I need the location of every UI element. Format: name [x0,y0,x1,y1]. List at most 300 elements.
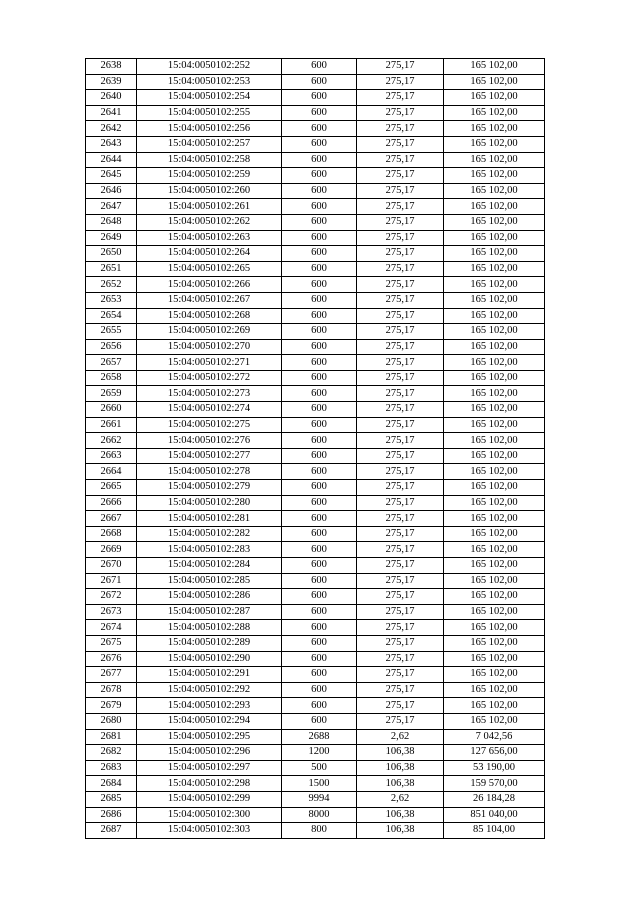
cadastral-number-cell: 15:04:0050102:257 [137,136,282,152]
unit-value-cell: 275,17 [357,480,444,496]
cadastral-number-cell: 15:04:0050102:267 [137,292,282,308]
cadastral-number-cell: 15:04:0050102:287 [137,604,282,620]
area-cell: 600 [282,261,357,277]
area-cell: 1200 [282,745,357,761]
table-row [86,433,545,449]
row-number-cell: 2667 [86,511,137,527]
row-number-cell: 2668 [86,526,137,542]
cadastral-value-cell: 165 102,00 [444,667,545,683]
area-cell: 1500 [282,776,357,792]
cadastral-value-cell: 165 102,00 [444,324,545,340]
cadastral-value-cell: 165 102,00 [444,448,545,464]
cadastral-value-cell: 165 102,00 [444,526,545,542]
row-number-cell: 2653 [86,292,137,308]
table-row [86,199,545,215]
row-number-cell: 2665 [86,480,137,496]
unit-value-cell: 275,17 [357,121,444,137]
row-number-cell: 2664 [86,464,137,480]
unit-value-cell: 275,17 [357,713,444,729]
area-cell: 600 [282,480,357,496]
table-row [86,480,545,496]
row-number-cell: 2683 [86,760,137,776]
area-cell: 600 [282,604,357,620]
cadastral-value-cell: 165 102,00 [444,651,545,667]
unit-value-cell: 275,17 [357,495,444,511]
table-row [86,370,545,386]
unit-value-cell: 275,17 [357,417,444,433]
area-cell: 600 [282,542,357,558]
row-number-cell: 2649 [86,230,137,246]
row-number-cell: 2685 [86,791,137,807]
cadastral-value-cell: 165 102,00 [444,511,545,527]
area-cell: 600 [282,558,357,574]
unit-value-cell: 275,17 [357,448,444,464]
row-number-cell: 2682 [86,745,137,761]
table-row [86,152,545,168]
area-cell: 600 [282,682,357,698]
area-cell: 800 [282,823,357,839]
cadastral-value-cell: 165 102,00 [444,230,545,246]
unit-value-cell: 2,62 [357,729,444,745]
cadastral-value-cell: 165 102,00 [444,339,545,355]
row-number-cell: 2641 [86,105,137,121]
area-cell: 2688 [282,729,357,745]
cadastral-number-cell: 15:04:0050102:273 [137,386,282,402]
unit-value-cell: 275,17 [357,558,444,574]
row-number-cell: 2644 [86,152,137,168]
cadastral-number-cell: 15:04:0050102:265 [137,261,282,277]
row-number-cell: 2648 [86,214,137,230]
unit-value-cell: 275,17 [357,667,444,683]
cadastral-value-cell: 165 102,00 [444,604,545,620]
unit-value-cell: 275,17 [357,635,444,651]
area-cell: 600 [282,214,357,230]
area-cell: 600 [282,121,357,137]
cadastral-value-cell: 165 102,00 [444,417,545,433]
table-row [86,386,545,402]
area-cell: 600 [282,355,357,371]
unit-value-cell: 275,17 [357,59,444,75]
unit-value-cell: 275,17 [357,386,444,402]
table-row [86,402,545,418]
table-row [86,214,545,230]
table-row [86,823,545,839]
cadastral-number-cell: 15:04:0050102:253 [137,74,282,90]
unit-value-cell: 106,38 [357,807,444,823]
cadastral-value-cell: 851 040,00 [444,807,545,823]
area-cell: 600 [282,417,357,433]
area-cell: 600 [282,511,357,527]
unit-value-cell: 275,17 [357,511,444,527]
table-body [86,59,545,839]
row-number-cell: 2677 [86,667,137,683]
cadastral-number-cell: 15:04:0050102:295 [137,729,282,745]
area-cell: 600 [282,183,357,199]
area-cell: 600 [282,339,357,355]
row-number-cell: 2666 [86,495,137,511]
cadastral-number-cell: 15:04:0050102:275 [137,417,282,433]
unit-value-cell: 275,17 [357,292,444,308]
cadastral-value-cell: 165 102,00 [444,698,545,714]
cadastral-number-cell: 15:04:0050102:268 [137,308,282,324]
table-row [86,542,545,558]
cadastral-value-cell: 165 102,00 [444,402,545,418]
row-number-cell: 2654 [86,308,137,324]
cadastral-value-cell: 165 102,00 [444,308,545,324]
cadastral-number-cell: 15:04:0050102:294 [137,713,282,729]
unit-value-cell: 275,17 [357,277,444,293]
row-number-cell: 2676 [86,651,137,667]
row-number-cell: 2678 [86,682,137,698]
row-number-cell: 2640 [86,90,137,106]
row-number-cell: 2646 [86,183,137,199]
cadastral-number-cell: 15:04:0050102:260 [137,183,282,199]
table-row [86,90,545,106]
row-number-cell: 2650 [86,246,137,262]
table-row [86,713,545,729]
table-row [86,261,545,277]
unit-value-cell: 2,62 [357,791,444,807]
cadastral-number-cell: 15:04:0050102:264 [137,246,282,262]
area-cell: 600 [282,74,357,90]
cadastral-number-cell: 15:04:0050102:261 [137,199,282,215]
unit-value-cell: 275,17 [357,246,444,262]
table-row [86,464,545,480]
cadastral-number-cell: 15:04:0050102:297 [137,760,282,776]
row-number-cell: 2674 [86,620,137,636]
unit-value-cell: 275,17 [357,620,444,636]
area-cell: 600 [282,292,357,308]
unit-value-cell: 275,17 [357,355,444,371]
table-row [86,511,545,527]
cadastral-number-cell: 15:04:0050102:291 [137,667,282,683]
table-row [86,308,545,324]
area-cell: 600 [282,448,357,464]
cadastral-number-cell: 15:04:0050102:282 [137,526,282,542]
unit-value-cell: 275,17 [357,573,444,589]
cadastral-number-cell: 15:04:0050102:293 [137,698,282,714]
area-cell: 600 [282,651,357,667]
unit-value-cell: 275,17 [357,542,444,558]
cadastral-number-cell: 15:04:0050102:279 [137,480,282,496]
unit-value-cell: 275,17 [357,230,444,246]
unit-value-cell: 275,17 [357,308,444,324]
cadastral-value-cell: 165 102,00 [444,558,545,574]
cadastral-number-cell: 15:04:0050102:254 [137,90,282,106]
cadastral-value-cell: 165 102,00 [444,355,545,371]
unit-value-cell: 275,17 [357,464,444,480]
row-number-cell: 2656 [86,339,137,355]
area-cell: 600 [282,433,357,449]
cadastral-value-cell: 165 102,00 [444,589,545,605]
cadastral-value-cell: 165 102,00 [444,214,545,230]
unit-value-cell: 275,17 [357,682,444,698]
cadastral-value-cell: 7 042,56 [444,729,545,745]
row-number-cell: 2669 [86,542,137,558]
table-row [86,604,545,620]
table-row [86,136,545,152]
area-cell: 600 [282,59,357,75]
cadastral-value-cell: 159 570,00 [444,776,545,792]
area-cell: 600 [282,324,357,340]
row-number-cell: 2661 [86,417,137,433]
row-number-cell: 2655 [86,324,137,340]
cadastral-value-cell: 165 102,00 [444,59,545,75]
area-cell: 600 [282,136,357,152]
unit-value-cell: 275,17 [357,183,444,199]
table-row [86,776,545,792]
row-number-cell: 2673 [86,604,137,620]
table-row [86,74,545,90]
unit-value-cell: 275,17 [357,152,444,168]
table-row [86,791,545,807]
table-row [86,745,545,761]
cadastral-number-cell: 15:04:0050102:276 [137,433,282,449]
row-number-cell: 2679 [86,698,137,714]
cadastral-value-cell: 165 102,00 [444,542,545,558]
table-row [86,168,545,184]
table-row [86,495,545,511]
cadastral-value-cell: 165 102,00 [444,573,545,589]
table-row [86,355,545,371]
cadastral-number-cell: 15:04:0050102:290 [137,651,282,667]
unit-value-cell: 275,17 [357,604,444,620]
unit-value-cell: 275,17 [357,339,444,355]
cadastral-number-cell: 15:04:0050102:296 [137,745,282,761]
unit-value-cell: 275,17 [357,402,444,418]
row-number-cell: 2684 [86,776,137,792]
table-row [86,448,545,464]
cadastral-value-cell: 165 102,00 [444,74,545,90]
cadastral-number-cell: 15:04:0050102:280 [137,495,282,511]
table-row [86,698,545,714]
area-cell: 600 [282,199,357,215]
unit-value-cell: 275,17 [357,136,444,152]
table-row [86,230,545,246]
cadastral-value-cell: 165 102,00 [444,370,545,386]
area-cell: 9994 [282,791,357,807]
cadastral-value-cell: 165 102,00 [444,292,545,308]
cadastral-value-cell: 165 102,00 [444,464,545,480]
table-row [86,105,545,121]
table-row [86,292,545,308]
unit-value-cell: 106,38 [357,745,444,761]
area-cell: 600 [282,105,357,121]
row-number-cell: 2642 [86,121,137,137]
row-number-cell: 2658 [86,370,137,386]
row-number-cell: 2639 [86,74,137,90]
row-number-cell: 2680 [86,713,137,729]
area-cell: 600 [282,667,357,683]
area-cell: 600 [282,526,357,542]
unit-value-cell: 275,17 [357,651,444,667]
table-row [86,183,545,199]
area-cell: 600 [282,246,357,262]
cadastral-value-cell: 165 102,00 [444,277,545,293]
area-cell: 600 [282,402,357,418]
cadastral-number-cell: 15:04:0050102:266 [137,277,282,293]
cadastral-value-cell: 165 102,00 [444,152,545,168]
unit-value-cell: 275,17 [357,261,444,277]
table-row [86,807,545,823]
cadastral-value-cell: 165 102,00 [444,480,545,496]
cadastral-number-cell: 15:04:0050102:256 [137,121,282,137]
row-number-cell: 2652 [86,277,137,293]
table-row [86,760,545,776]
unit-value-cell: 106,38 [357,776,444,792]
cadastral-number-cell: 15:04:0050102:289 [137,635,282,651]
row-number-cell: 2638 [86,59,137,75]
row-number-cell: 2686 [86,807,137,823]
area-cell: 600 [282,308,357,324]
table-row [86,324,545,340]
area-cell: 600 [282,464,357,480]
table-row [86,417,545,433]
cadastral-value-cell: 165 102,00 [444,105,545,121]
cadastral-number-cell: 15:04:0050102:298 [137,776,282,792]
cadastral-number-cell: 15:04:0050102:274 [137,402,282,418]
unit-value-cell: 275,17 [357,199,444,215]
cadastral-value-table [85,58,545,839]
unit-value-cell: 275,17 [357,589,444,605]
area-cell: 600 [282,277,357,293]
row-number-cell: 2687 [86,823,137,839]
cadastral-value-cell: 165 102,00 [444,246,545,262]
cadastral-value-cell: 53 190,00 [444,760,545,776]
cadastral-value-cell: 26 184,28 [444,791,545,807]
row-number-cell: 2645 [86,168,137,184]
cadastral-number-cell: 15:04:0050102:300 [137,807,282,823]
cadastral-value-cell: 165 102,00 [444,168,545,184]
cadastral-value-cell: 165 102,00 [444,433,545,449]
row-number-cell: 2681 [86,729,137,745]
table-row [86,121,545,137]
table-row [86,729,545,745]
cadastral-value-cell: 165 102,00 [444,620,545,636]
cadastral-number-cell: 15:04:0050102:285 [137,573,282,589]
unit-value-cell: 275,17 [357,526,444,542]
unit-value-cell: 106,38 [357,823,444,839]
table-row [86,526,545,542]
cadastral-value-cell: 165 102,00 [444,713,545,729]
cadastral-number-cell: 15:04:0050102:277 [137,448,282,464]
area-cell: 600 [282,152,357,168]
area-cell: 600 [282,713,357,729]
cadastral-number-cell: 15:04:0050102:258 [137,152,282,168]
cadastral-number-cell: 15:04:0050102:272 [137,370,282,386]
unit-value-cell: 275,17 [357,168,444,184]
cadastral-number-cell: 15:04:0050102:262 [137,214,282,230]
area-cell: 600 [282,589,357,605]
cadastral-value-cell: 165 102,00 [444,121,545,137]
unit-value-cell: 275,17 [357,324,444,340]
cadastral-number-cell: 15:04:0050102:299 [137,791,282,807]
area-cell: 600 [282,168,357,184]
area-cell: 600 [282,620,357,636]
area-cell: 8000 [282,807,357,823]
row-number-cell: 2643 [86,136,137,152]
area-cell: 600 [282,573,357,589]
table-row [86,277,545,293]
cadastral-number-cell: 15:04:0050102:278 [137,464,282,480]
area-cell: 600 [282,495,357,511]
table-row [86,589,545,605]
cadastral-value-cell: 165 102,00 [444,682,545,698]
cadastral-value-cell: 165 102,00 [444,261,545,277]
cadastral-number-cell: 15:04:0050102:252 [137,59,282,75]
cadastral-value-cell: 165 102,00 [444,386,545,402]
table-row [86,558,545,574]
unit-value-cell: 275,17 [357,214,444,230]
table-row [86,339,545,355]
area-cell: 600 [282,698,357,714]
table-row [86,59,545,75]
cadastral-number-cell: 15:04:0050102:259 [137,168,282,184]
area-cell: 600 [282,90,357,106]
cadastral-number-cell: 15:04:0050102:284 [137,558,282,574]
cadastral-value-cell: 127 656,00 [444,745,545,761]
unit-value-cell: 275,17 [357,105,444,121]
row-number-cell: 2651 [86,261,137,277]
area-cell: 600 [282,635,357,651]
cadastral-number-cell: 15:04:0050102:271 [137,355,282,371]
cadastral-value-cell: 165 102,00 [444,183,545,199]
area-cell: 600 [282,230,357,246]
row-number-cell: 2675 [86,635,137,651]
unit-value-cell: 275,17 [357,74,444,90]
cadastral-value-cell: 165 102,00 [444,635,545,651]
table-row [86,651,545,667]
table-row [86,667,545,683]
cadastral-number-cell: 15:04:0050102:292 [137,682,282,698]
cadastral-number-cell: 15:04:0050102:263 [137,230,282,246]
cadastral-number-cell: 15:04:0050102:283 [137,542,282,558]
unit-value-cell: 275,17 [357,90,444,106]
cadastral-value-cell: 165 102,00 [444,495,545,511]
cadastral-value-cell: 165 102,00 [444,90,545,106]
row-number-cell: 2662 [86,433,137,449]
cadastral-value-cell: 165 102,00 [444,199,545,215]
table-row [86,573,545,589]
cadastral-number-cell: 15:04:0050102:303 [137,823,282,839]
row-number-cell: 2659 [86,386,137,402]
unit-value-cell: 275,17 [357,433,444,449]
area-cell: 600 [282,386,357,402]
cadastral-number-cell: 15:04:0050102:286 [137,589,282,605]
table-row [86,635,545,651]
table-row [86,682,545,698]
row-number-cell: 2671 [86,573,137,589]
row-number-cell: 2670 [86,558,137,574]
unit-value-cell: 275,17 [357,698,444,714]
unit-value-cell: 106,38 [357,760,444,776]
cadastral-value-cell: 165 102,00 [444,136,545,152]
row-number-cell: 2657 [86,355,137,371]
cadastral-number-cell: 15:04:0050102:255 [137,105,282,121]
row-number-cell: 2663 [86,448,137,464]
table-row [86,246,545,262]
cadastral-number-cell: 15:04:0050102:269 [137,324,282,340]
row-number-cell: 2647 [86,199,137,215]
area-cell: 600 [282,370,357,386]
cadastral-number-cell: 15:04:0050102:288 [137,620,282,636]
unit-value-cell: 275,17 [357,370,444,386]
cadastral-value-cell: 85 104,00 [444,823,545,839]
table-row [86,620,545,636]
row-number-cell: 2660 [86,402,137,418]
cadastral-number-cell: 15:04:0050102:270 [137,339,282,355]
area-cell: 500 [282,760,357,776]
